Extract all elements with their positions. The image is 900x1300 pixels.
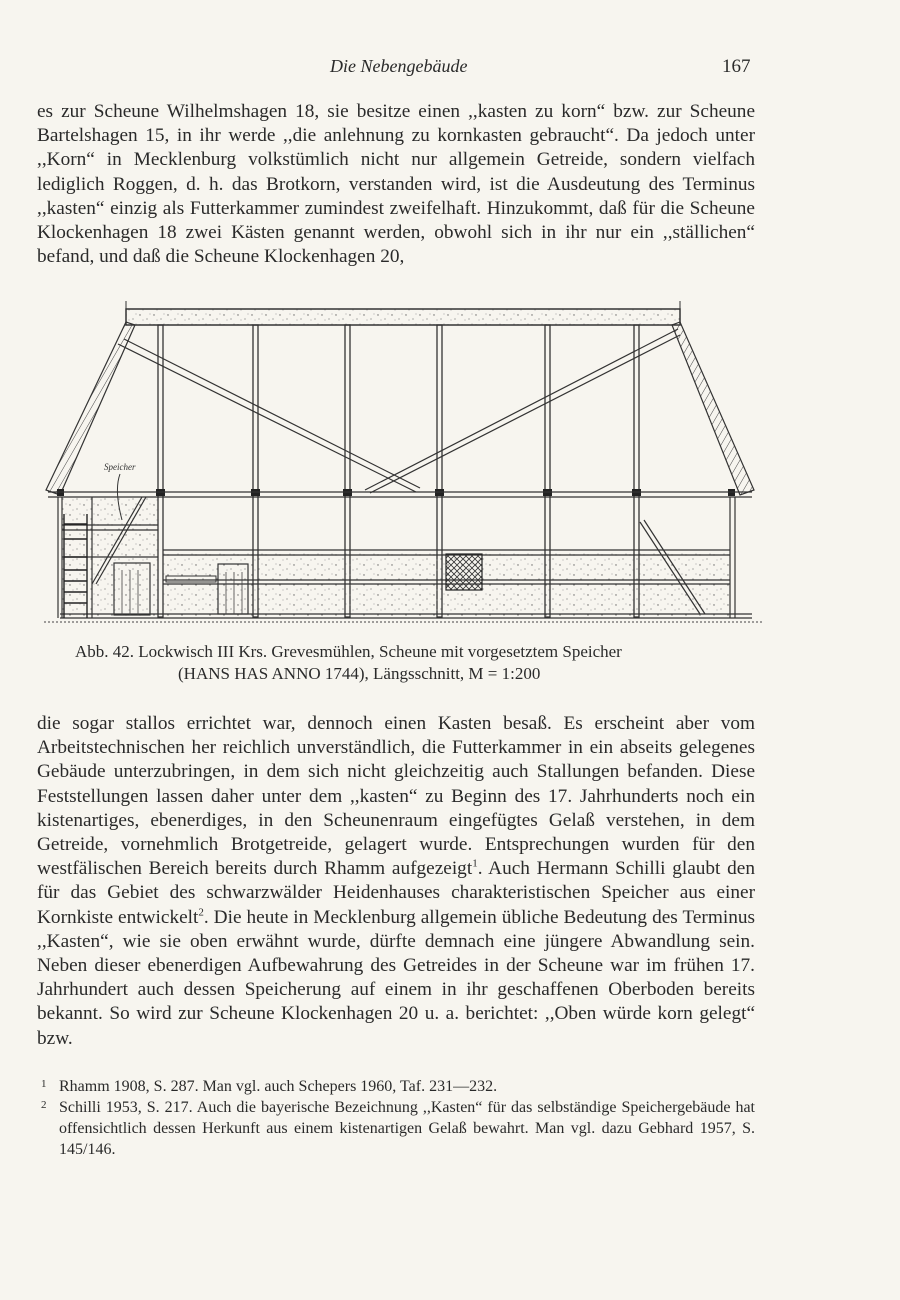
figure-caption-line-1: Abb. 42. Lockwisch III Krs. Grevesmühlen, Scheune mit vorgesetztem Speicher <box>75 642 622 661</box>
footnote-1-text: Rhamm 1908, S. 287. Man vgl. auch Schepers 1960, Taf. 231—232. <box>59 1078 498 1095</box>
footnote-2 <box>37 1097 755 1160</box>
footnote-1-mark: 1 <box>41 1078 47 1090</box>
body-paragraph-2-part-1: die sogar stallos errichtet war, dennoch einen Kasten besaß. Es erscheint aber vom Arbeitstechnischen her reichlich unverständlich, die Futterkammer in ein abseits gelegenes Gebäude unterzubringen, in dem sich nicht gleichzeitig auch Stallungen befanden. Diese Feststellungen lassen daher unter dem ,,kasten“ zu Beginn des 17. Jahrhunderts noch ein kistenartiges, ebenerdiges, in den Scheunenraum eingefügtes Gelaß verstehen, in dem Getreide, vornehmlich Brotgetreide, gelagert wurde. Entsprechungen wurden für den westfälischen Bereich bereits durch Rhamm aufgezeigt <box>37 713 755 880</box>
body-paragraph-2-part-3: . Die heute in Mecklenburg allgemein übliche Bedeutung des Terminus ,,Kasten“, wie sie oben erwähnt wurde, dürfte demnach eine jüngere Abwandlung sein. Neben dieser ebenerdigen Aufbewahrung des Getreides in der Scheune war im frühen 17. Jahrhundert auch dessen Speicherung auf einem in ihr geschaffenen Oberboden bereits bekannt. So wird zur Scheune Klockenhagen 20 u. a. berichtet: ,,Oben würde korn gelegt“ bzw. <box>37 906 755 1049</box>
body-paragraph-2 <box>37 712 755 1051</box>
footnote-1 <box>37 1076 755 1097</box>
footnote-2-text: Schilli 1953, S. 217. Auch die bayerische Bezeichnung ,,Kasten“ für das selbständige Speichergebäude hat offensichtlich dessen Herkunft aus einem kistenartigen Gelaß bewahrt. Man vgl. dazu Gebhard 1957, S. 145/146. <box>59 1099 755 1158</box>
footnotes <box>37 1076 755 1160</box>
barn-section-drawing <box>40 292 770 632</box>
page-number: 167 <box>722 56 751 77</box>
footnote-ref-2: 2 <box>198 906 204 919</box>
figure-caption-line-2: (HANS HAS ANNO 1744), Längsschnitt, M = 1:200 <box>178 664 541 683</box>
body-paragraph-2-part-2: . Auch Hermann Schilli glaubt den für das Gebiet des schwarzwälder Heidenhauses charakteristischen Speicher aus einer Kornkiste entwickelt <box>37 858 755 928</box>
footnote-ref-1: 1 <box>472 857 478 870</box>
running-header-title: Die Nebengebäude <box>330 56 468 76</box>
speicher-label: Speicher <box>104 462 136 472</box>
footnote-2-mark: 2 <box>41 1099 47 1111</box>
running-header <box>0 56 900 80</box>
body-paragraph-1: es zur Scheune Wilhelmshagen 18, sie besitze einen ,,kasten zu korn“ bzw. zur Scheune Bartelshagen 15, in ihr werde ,,die anlehnung zu kornkasten gebraucht“. Da jedoch unter ,,Korn“ in Mecklenburg volkstümlich nicht nur allgemein Getreide, sondern vielfach lediglich Roggen, d. h. das Brotkorn, verstanden wird, ist die Ausdeutung des Terminus ,,kasten“ einzig als Futterkammer zumindest zweifelhaft. Hinzukommt, daß für die Scheune Klockenhagen 18 zwei Kästen genannt werden, obwohl sich in ihr nur ein ,,ställichen“ befand, und daß die Scheune Klockenhagen 20, <box>37 101 755 268</box>
figure-caption <box>75 641 735 685</box>
barn-longitudinal-section <box>40 292 770 632</box>
